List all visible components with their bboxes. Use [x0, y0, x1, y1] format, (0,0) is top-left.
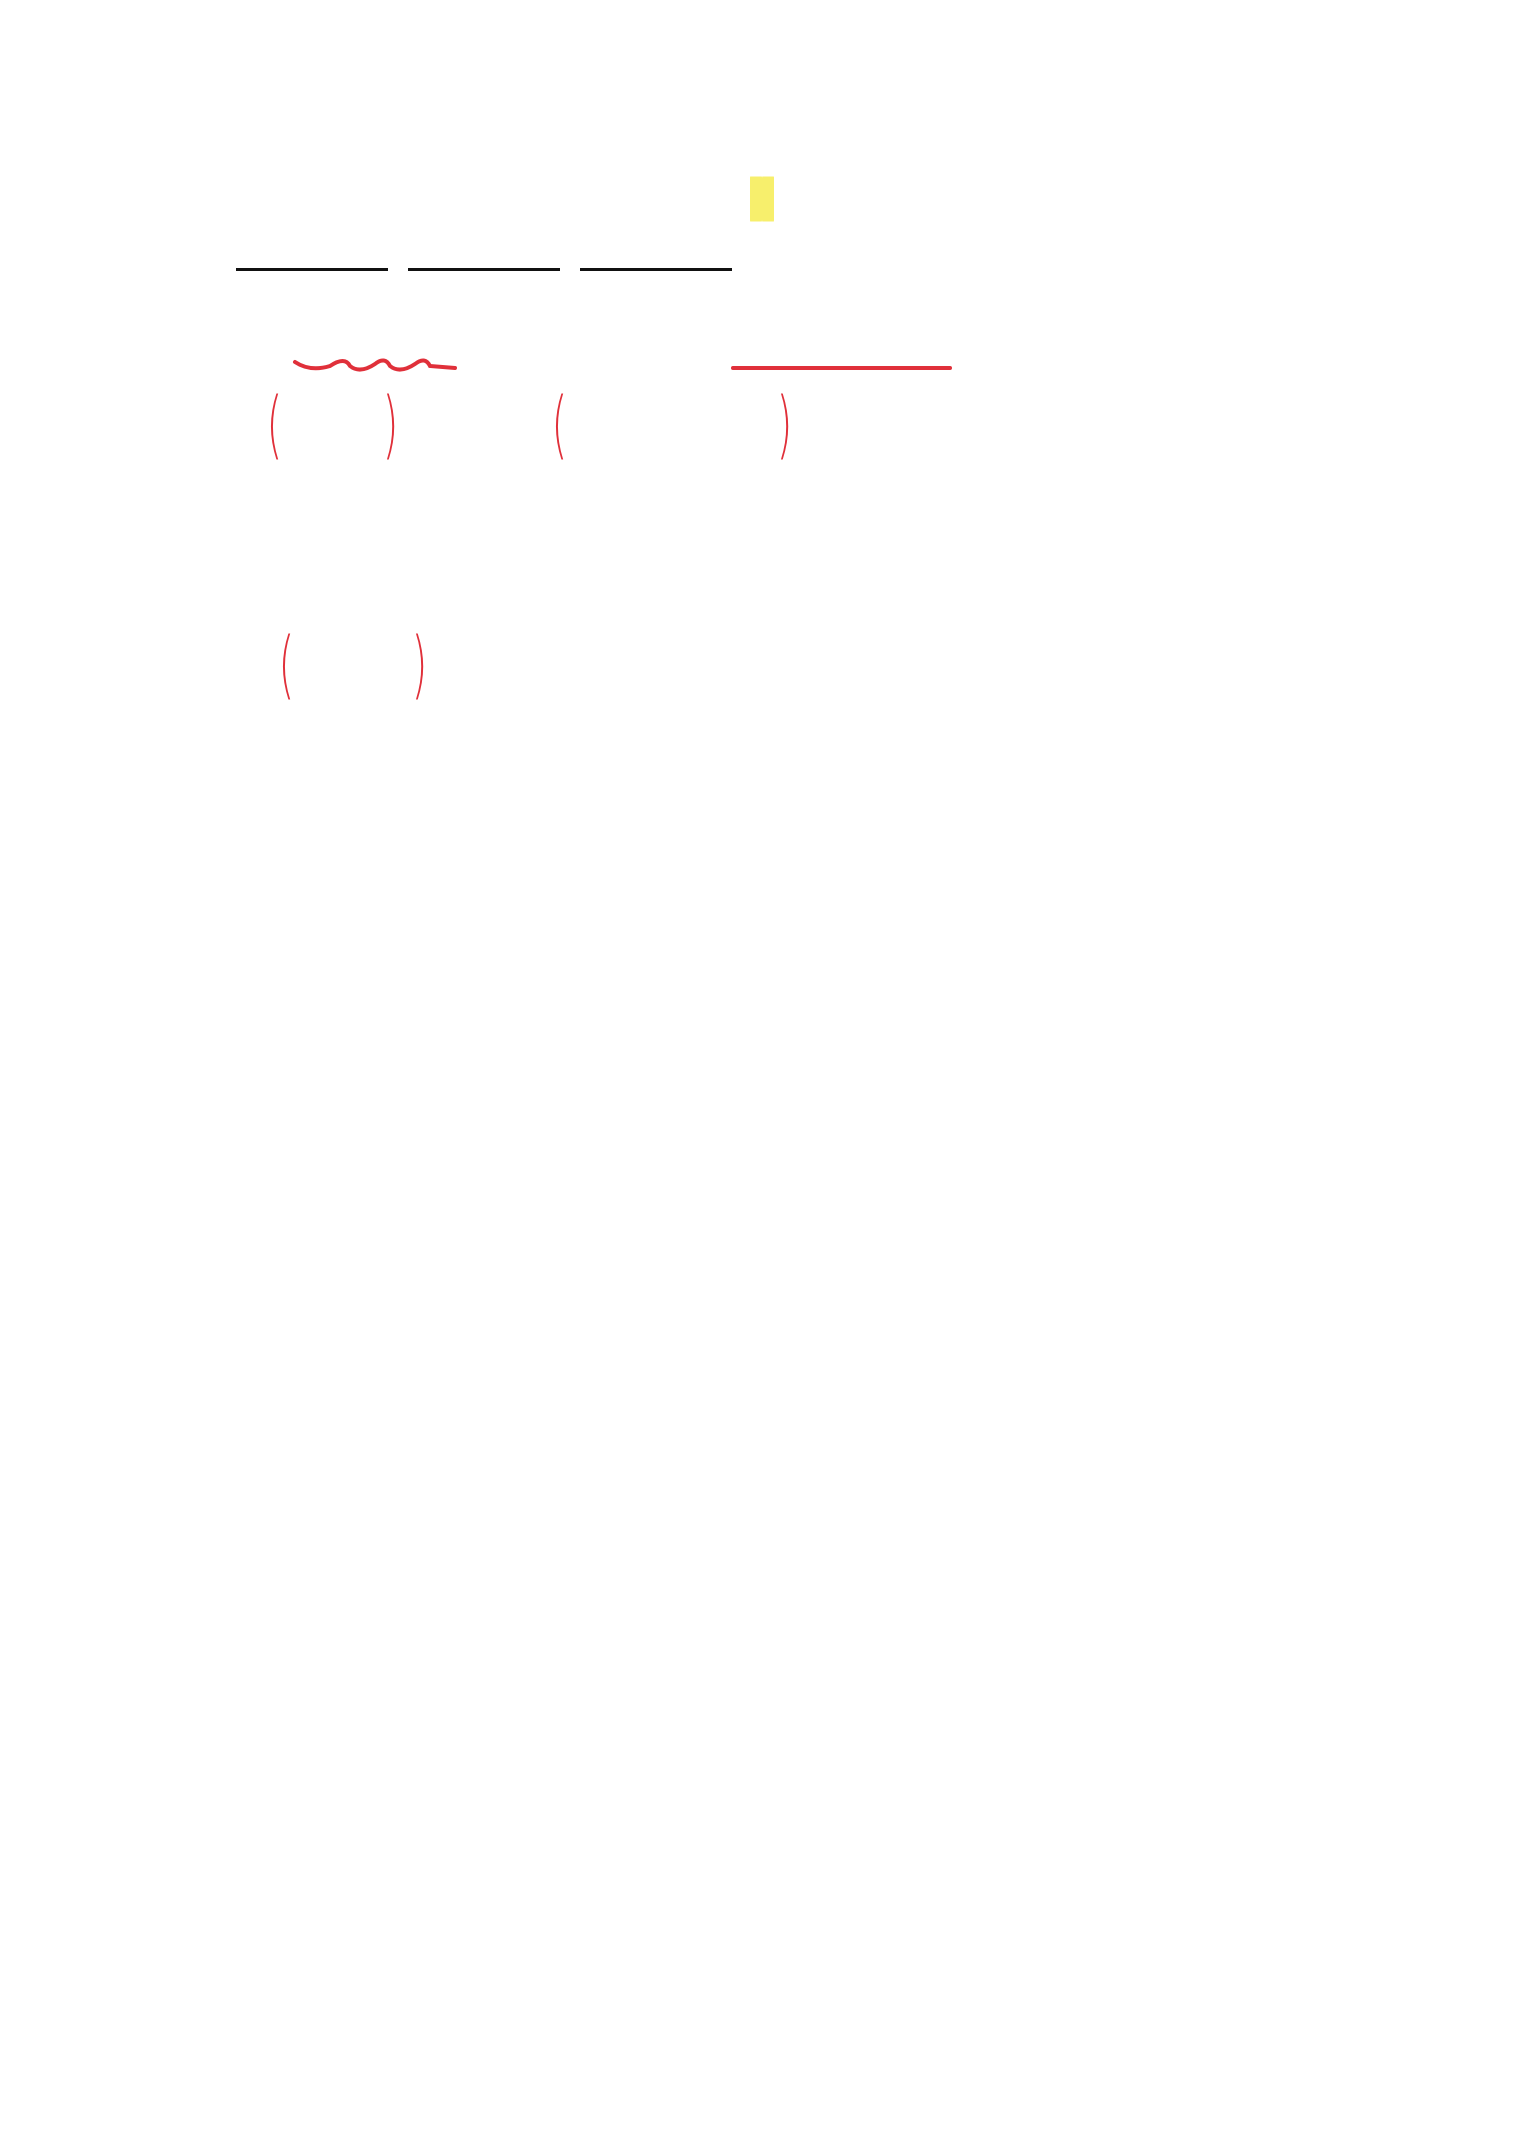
red-paren-mark: )	[382, 382, 399, 468]
score-blank[interactable]	[580, 268, 732, 271]
red-paren-mark: )	[776, 382, 793, 468]
name-blank[interactable]	[408, 268, 560, 271]
class-blank[interactable]	[236, 268, 388, 271]
page-title	[0, 172, 1523, 226]
title-highlight-topic	[762, 172, 774, 226]
s1-question-1	[232, 406, 348, 441]
title-highlight-grade	[750, 172, 762, 226]
red-paren-mark: (	[278, 622, 295, 708]
red-underline-marks	[290, 352, 990, 376]
s1-q1-options-row1	[305, 486, 345, 521]
red-paren-mark: )	[411, 622, 428, 708]
student-info-line	[232, 268, 748, 277]
red-paren-mark: (	[551, 382, 568, 468]
red-paren-mark: (	[266, 382, 283, 468]
